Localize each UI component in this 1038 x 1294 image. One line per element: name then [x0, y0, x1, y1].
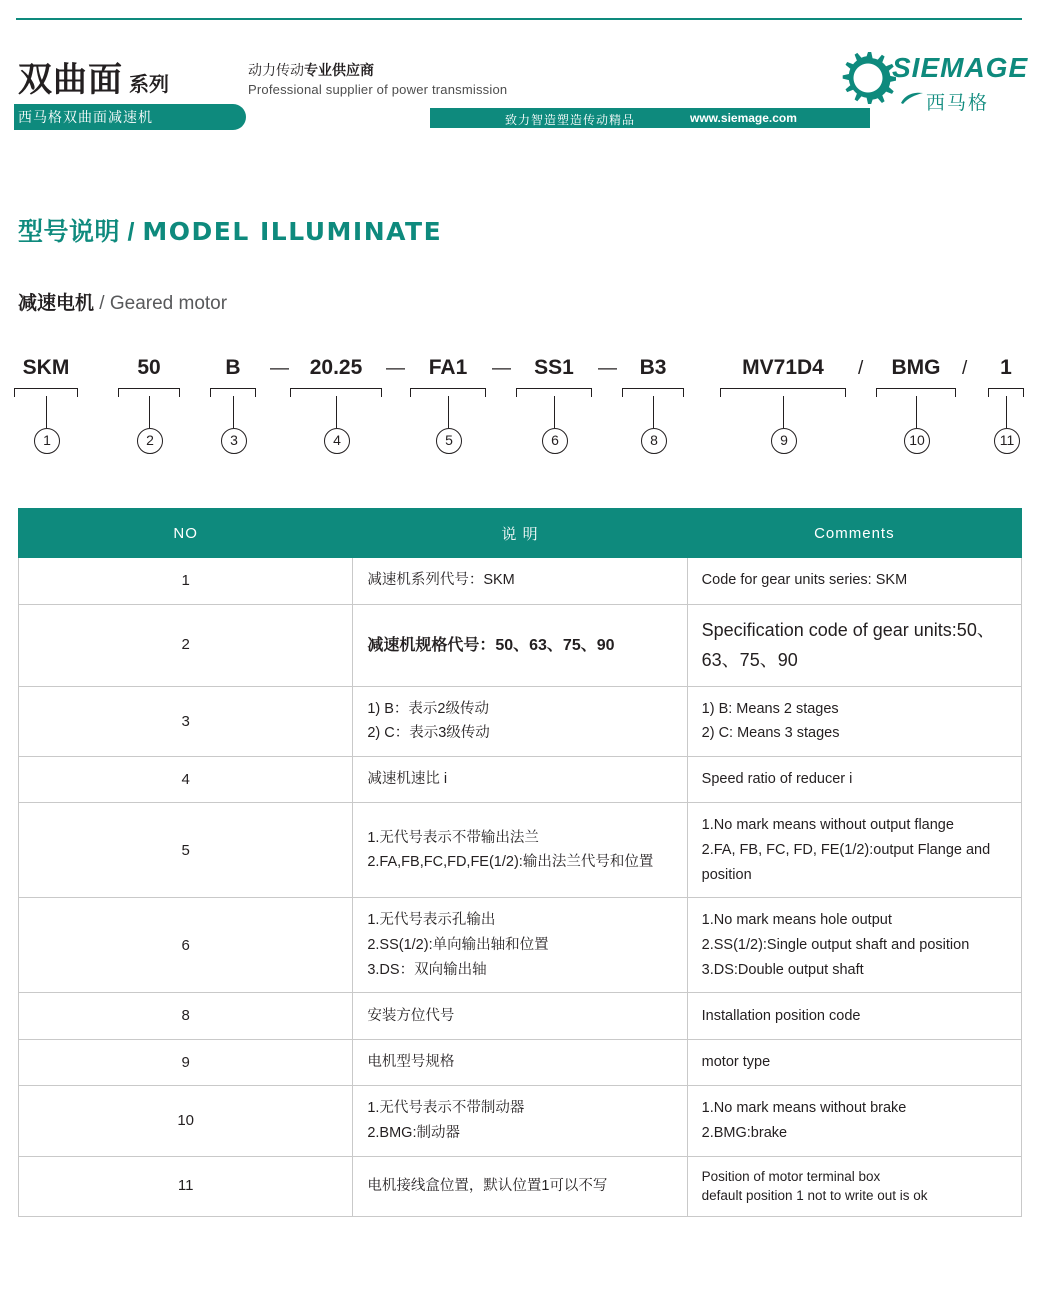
description-line: 1.无代号表示孔输出 [367, 912, 496, 929]
row-description-cn [353, 604, 687, 686]
code-leader-line [448, 396, 449, 428]
row-description-en [687, 803, 1021, 898]
description-line: 2.BMG:制动器 [367, 1124, 460, 1141]
table-row [19, 1156, 1022, 1216]
code-leader-line [233, 396, 234, 428]
strip-slogan-cn: 致力智造塑造传动精品 [505, 113, 636, 127]
row-description-cn [353, 1086, 687, 1156]
table-row [19, 1086, 1022, 1156]
description-line: 3.DS：双向输出轴 [367, 961, 487, 978]
model-code-value: 1 [1000, 356, 1012, 379]
description-line: 安装方位代号 [367, 1007, 455, 1024]
page-title-en: MODEL ILLUMINATE [142, 217, 443, 246]
comment-line: 1.No mark means without output flange [701, 817, 954, 834]
table-row [19, 686, 1022, 756]
row-description-cn [353, 756, 687, 803]
comment-line: Code for gear units series: SKM [701, 572, 908, 589]
model-code-value: BMG [891, 356, 941, 379]
row-number: 3 [19, 686, 353, 756]
row-number: 9 [19, 1039, 353, 1086]
description-line: 1) B：表示2级传动 [367, 700, 489, 717]
row-description-en [687, 558, 1021, 605]
table-header-row [19, 509, 1022, 558]
slogan-en: Professional supplier of power transmission [248, 82, 508, 97]
code-leader-line [554, 396, 555, 428]
row-number: 5 [19, 803, 353, 898]
model-code-table [18, 508, 1022, 1217]
code-separator: — [492, 358, 511, 379]
row-description-en [687, 993, 1021, 1040]
row-number: 10 [19, 1086, 353, 1156]
brand-title [18, 52, 169, 101]
description-line: 2.SS(1/2):单向输出轴和位置 [367, 937, 549, 954]
header-divider [16, 18, 1022, 20]
slogan-cn-bold: 专业供应商 [304, 62, 374, 78]
slogan-cn [248, 60, 374, 80]
row-number: 2 [19, 604, 353, 686]
model-code-segment [622, 356, 684, 380]
comment-line: 2.BMG:brake [701, 1124, 788, 1141]
model-code-value: FA1 [428, 356, 468, 379]
row-description-cn [353, 993, 687, 1040]
comment-line: 3.DS:Double output shaft [701, 961, 864, 978]
model-code-segment [210, 356, 256, 380]
brand-bar-label: 西马格双曲面减速机 [18, 109, 153, 125]
comment-line: Specification code of gear units:50、63、75、90 [701, 619, 995, 671]
code-index-badge: 11 [994, 428, 1020, 454]
code-leader-line [149, 396, 150, 428]
comment-line: 1.No mark means without brake [701, 1100, 907, 1117]
code-index-badge: 8 [641, 428, 667, 454]
description-line: 1.无代号表示不带制动器 [367, 1100, 525, 1117]
model-code-segment [14, 356, 78, 380]
code-leader-line [46, 396, 47, 428]
model-code-segment [410, 356, 486, 380]
row-description-en [687, 686, 1021, 756]
row-description-en [687, 604, 1021, 686]
comment-line: 2.FA, FB, FC, FD, FE(1/2):output Flange and position [701, 842, 991, 883]
description-line: 1.无代号表示不带输出法兰 [367, 829, 539, 846]
row-number: 6 [19, 898, 353, 993]
row-number: 4 [19, 756, 353, 803]
row-description-cn [353, 898, 687, 993]
table-row [19, 558, 1022, 605]
company-logo [840, 44, 1029, 124]
code-leader-line [783, 396, 784, 428]
description-line: 2.FA,FB,FC,FD,FE(1/2):输出法兰代号和位置 [367, 854, 654, 871]
code-separator: — [270, 358, 289, 379]
row-description-en [687, 898, 1021, 993]
model-code-segment [720, 356, 846, 380]
table-row [19, 803, 1022, 898]
code-index-badge: 4 [324, 428, 350, 454]
model-code-value: SS1 [534, 356, 574, 379]
model-code-diagram [0, 356, 1038, 466]
table-row [19, 993, 1022, 1040]
company-website[interactable]: www.siemage.com [690, 111, 797, 125]
comment-line: 2.SS(1/2):Single output shaft and position [701, 937, 970, 954]
model-code-value: 20.25 [309, 356, 363, 379]
code-separator: — [598, 358, 617, 379]
section-subtitle [18, 288, 227, 315]
model-code-segment [516, 356, 592, 380]
model-code-value: SKM [22, 356, 70, 379]
model-code-segment [118, 356, 180, 380]
row-description-cn [353, 686, 687, 756]
comment-line: 1.No mark means hole output [701, 912, 892, 929]
code-leader-line [653, 396, 654, 428]
row-description-cn [353, 803, 687, 898]
code-index-badge: 6 [542, 428, 568, 454]
comment-line: Installation position code [701, 1007, 861, 1024]
description-line: 电机型号规格 [367, 1054, 455, 1071]
column-header-cn: 说 明 [353, 509, 687, 558]
model-code-value: B [225, 356, 241, 379]
description-line: 减速机系列代号：SKM [367, 572, 515, 589]
description-line: 2) C：表示3级传动 [367, 725, 490, 742]
model-code-segment [988, 356, 1024, 380]
section-subtitle-cn: 减速电机 [18, 293, 95, 314]
section-subtitle-slash: / [99, 293, 105, 314]
model-code-value: B3 [639, 356, 667, 379]
comment-line: 2) C: Means 3 stages [701, 725, 840, 742]
logo-chinese-name: 西马格 [926, 93, 990, 114]
row-description-cn [353, 1156, 687, 1216]
comment-line: Speed ratio of reducer i [701, 771, 853, 788]
code-separator: / [962, 358, 968, 379]
model-code-segment [876, 356, 956, 380]
table-body [19, 558, 1022, 1217]
table-row [19, 898, 1022, 993]
code-index-badge: 10 [904, 428, 930, 454]
code-index-badge: 3 [221, 428, 247, 454]
column-header-no: NO [19, 509, 353, 558]
swoosh-icon [900, 91, 924, 105]
comment-line: 1) B: Means 2 stages [701, 700, 839, 717]
code-separator: / [858, 358, 864, 379]
row-number: 11 [19, 1156, 353, 1216]
code-index-badge: 1 [34, 428, 60, 454]
code-index-badge: 9 [771, 428, 797, 454]
table-row [19, 756, 1022, 803]
description-line: 减速机规格代号：50、63、75、90 [367, 636, 615, 654]
code-separator: — [386, 358, 405, 379]
page-header [0, 0, 1038, 150]
code-index-badge: 2 [137, 428, 163, 454]
brand-title-series: 系列 [129, 74, 169, 96]
row-description-en [687, 1086, 1021, 1156]
gear-icon [840, 50, 896, 111]
row-number: 1 [19, 558, 353, 605]
header-teal-strip [430, 108, 870, 128]
comment-line: default position 1 not to write out is ok [701, 1188, 928, 1204]
comment-line: Position of motor terminal box [701, 1168, 881, 1184]
table-row [19, 604, 1022, 686]
table-row [19, 1039, 1022, 1086]
column-header-en: Comments [687, 509, 1021, 558]
code-index-badge: 5 [436, 428, 462, 454]
code-leader-line [916, 396, 917, 428]
slogan-cn-prefix: 动力传动 [248, 62, 304, 78]
row-description-cn [353, 1039, 687, 1086]
row-description-cn [353, 558, 687, 605]
brand-title-cn: 双曲面 [18, 61, 123, 99]
page-title-cn: 型号说明 [18, 218, 121, 246]
row-description-en [687, 756, 1021, 803]
model-code-segment [290, 356, 382, 380]
description-line: 电机接线盒位置，默认位置1可以不写 [367, 1177, 608, 1194]
page-title [18, 212, 442, 248]
row-description-en [687, 1156, 1021, 1216]
row-description-en [687, 1039, 1021, 1086]
model-code-value: MV71D4 [742, 356, 824, 379]
code-leader-line [336, 396, 337, 428]
section-subtitle-en: Geared motor [109, 293, 228, 314]
logo-wordmark: SIEMAGE [892, 52, 1029, 83]
code-leader-line [1006, 396, 1007, 428]
row-number: 8 [19, 993, 353, 1040]
description-line: 减速机速比 i [367, 771, 448, 788]
model-code-value: 50 [137, 356, 161, 379]
page-title-slash: / [127, 218, 135, 246]
comment-line: motor type [701, 1054, 771, 1071]
